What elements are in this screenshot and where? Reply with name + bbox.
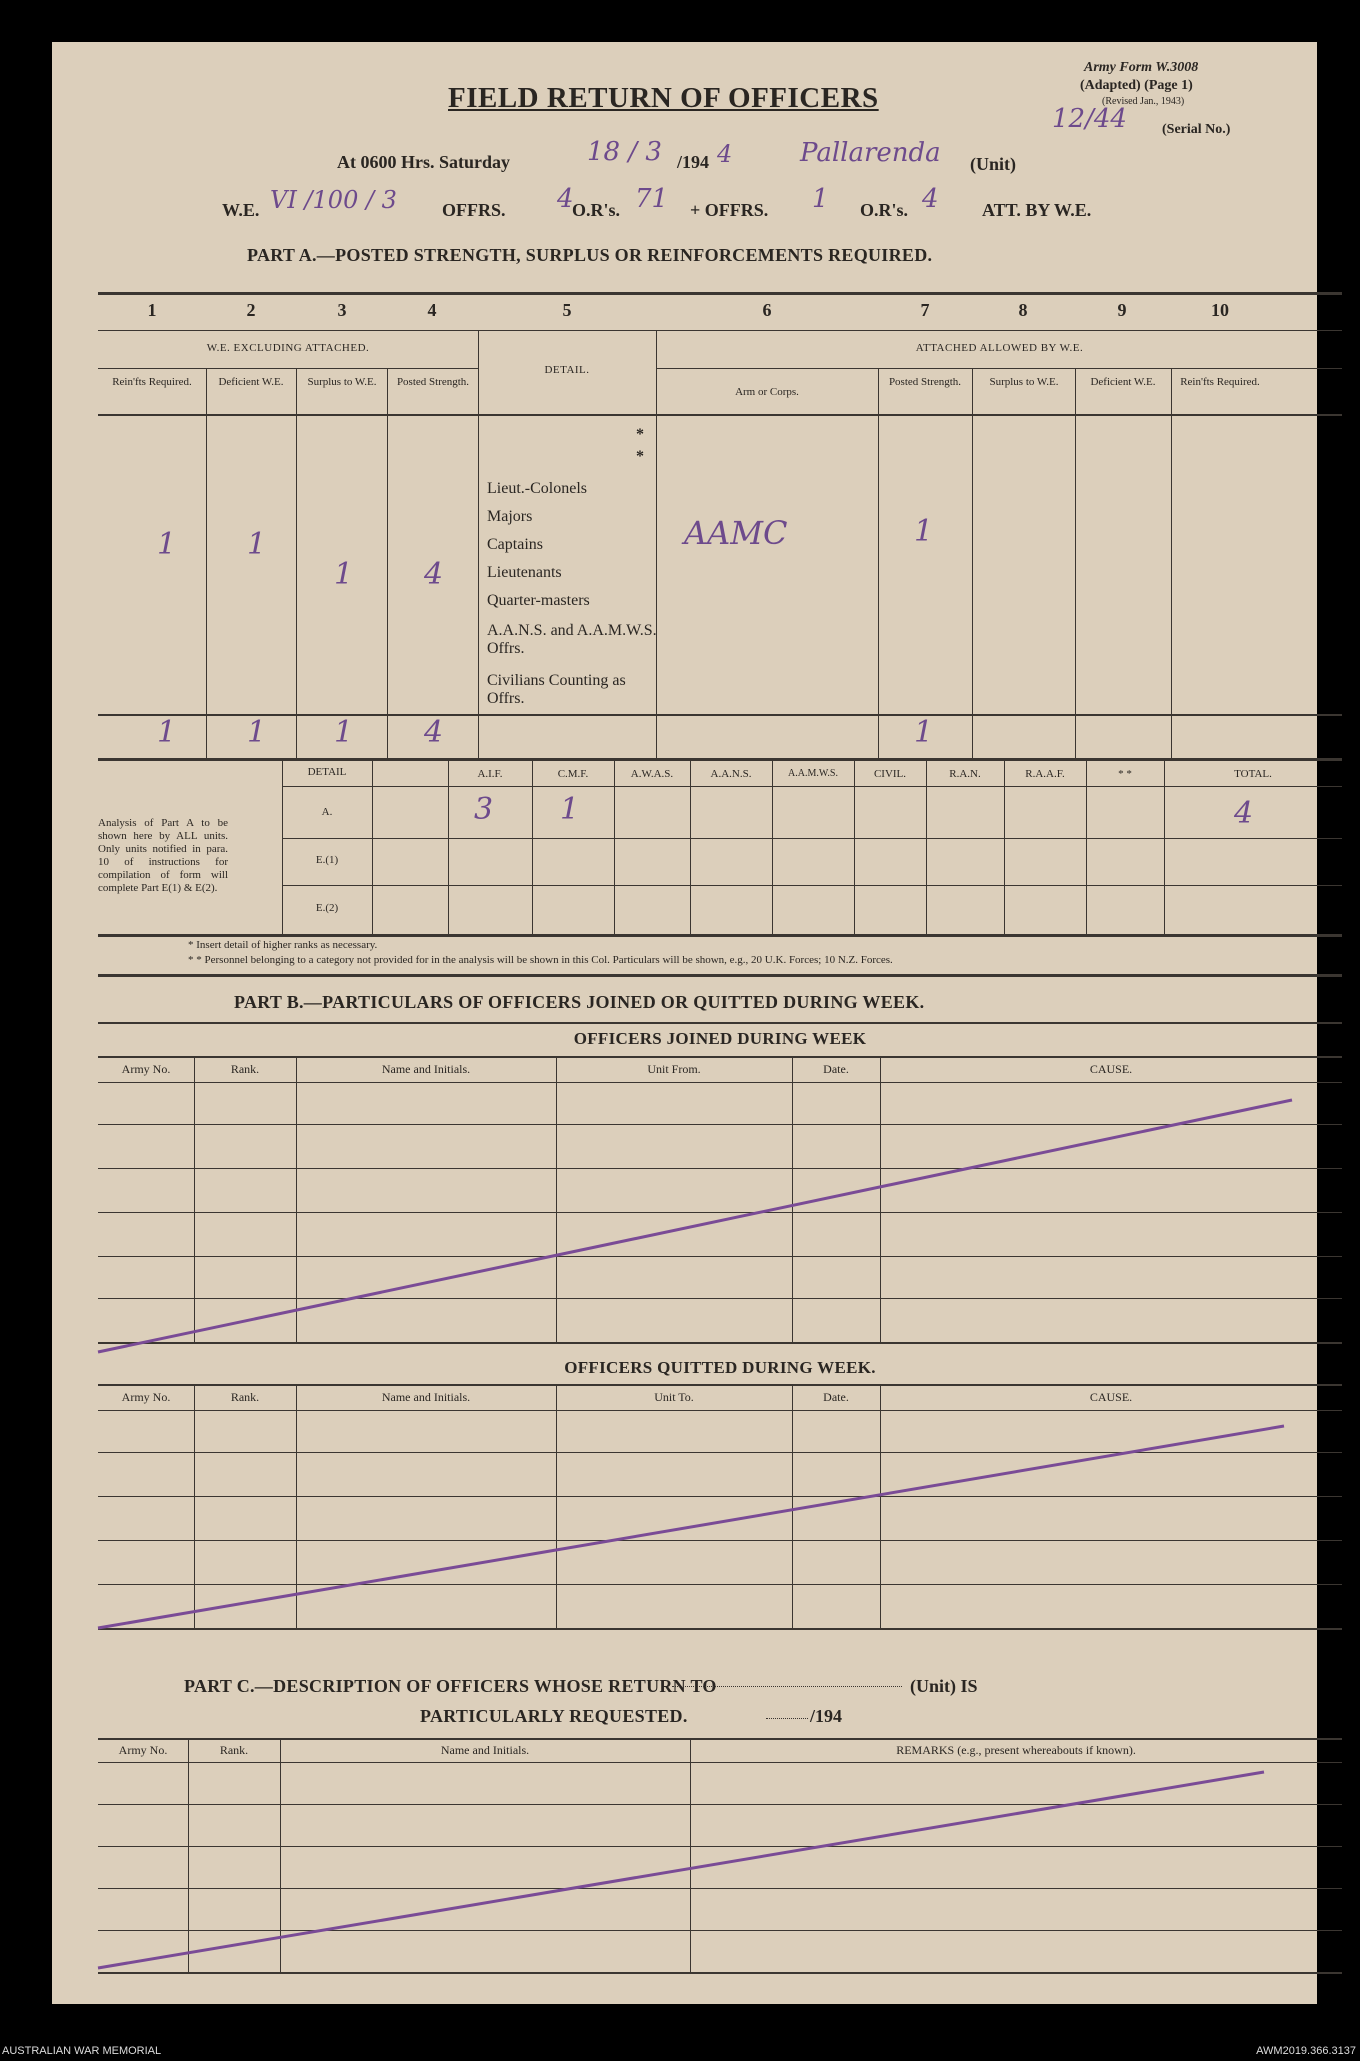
analysis-header: CIVIL. <box>873 768 907 780</box>
hw-total: 4 <box>1234 796 1254 831</box>
group-left-header: W.E. EXCLUDING ATTACHED. <box>206 342 370 354</box>
analysis-note: Analysis of Part A to be shown here by ALL units. Only units notified in para. 10 of instructions for compilation of form will complete Part E(1) & E(2). <box>98 817 228 894</box>
strike-line-joined <box>98 1100 1292 1352</box>
header-reinfts-att: Rein'fts Required. <box>1180 376 1260 388</box>
analysis-row-label: A. <box>321 806 333 818</box>
hw-total-posted-att: 1 <box>914 715 934 750</box>
star-marker: * <box>636 426 644 443</box>
group-right-header: ATTACHED ALLOWED BY W.E. <box>915 342 1084 354</box>
header-posted-att: Posted Strength. <box>888 376 962 388</box>
col-number: 8 <box>1018 300 1028 320</box>
serial-label: (Serial No.) <box>1162 122 1231 137</box>
hw-total-surplus: 1 <box>334 715 354 750</box>
joined-col: CAUSE. <box>1089 1062 1133 1076</box>
detail-row: Lieut.-Colonels <box>487 480 587 497</box>
analysis-header: R.A.A.F. <box>1025 768 1065 780</box>
att-offrs-handwritten: 1 <box>812 184 829 214</box>
header-reinfts: Rein'fts Required. <box>112 376 192 388</box>
col-number: 4 <box>427 300 437 320</box>
part-c-title-b: (Unit) IS <box>910 1676 978 1696</box>
analysis-header: A.A.M.W.S. <box>788 768 838 779</box>
joined-col: Unit From. <box>647 1062 701 1076</box>
header-deficient: Deficient W.E. <box>218 376 284 388</box>
form-id-line2: (Adapted) (Page 1) <box>1080 78 1193 93</box>
star-marker: * <box>636 448 644 465</box>
unit-label: (Unit) <box>970 154 1016 174</box>
col-number: 10 <box>1211 300 1229 320</box>
strike-line-quitted <box>98 1426 1284 1628</box>
quitted-col: Name and Initials. <box>381 1390 471 1404</box>
col-number: 5 <box>562 300 572 320</box>
detail-row: Lieutenants <box>487 564 562 581</box>
col-number: 9 <box>1117 300 1127 320</box>
header-deficient-att: Deficient W.E. <box>1090 376 1156 388</box>
analysis-header: TOTAL. <box>1234 768 1272 780</box>
part-c-col: Name and Initials. <box>440 1743 530 1757</box>
date-handwritten: 18 / 3 <box>587 137 662 167</box>
we-handwritten: VI /100 / 3 <box>270 186 397 214</box>
hw-total-deficient: 1 <box>247 715 267 750</box>
quitted-title: OFFICERS QUITTED DURING WEEK. <box>564 1358 876 1377</box>
ors2-label: O.R's. <box>860 200 909 220</box>
offrs-handwritten: 4 <box>557 184 574 214</box>
hw-total-posted: 4 <box>424 715 444 750</box>
hw-reinfts: 1 <box>157 527 177 562</box>
quitted-col: Unit To. <box>654 1390 694 1404</box>
part-c-title-c: PARTICULARLY REQUESTED. <box>420 1706 688 1726</box>
col-number: 6 <box>762 300 772 320</box>
hw-surplus: 1 <box>334 557 354 592</box>
att-ors-handwritten: 4 <box>922 184 939 214</box>
quitted-col: Date. <box>823 1390 849 1404</box>
analysis-header: * * <box>1118 768 1132 780</box>
footer-right: AWM2019.366.3137 <box>1256 2045 1356 2057</box>
att-by-we-label: ATT. BY W.E. <box>982 200 1092 220</box>
detail-row: Quarter-masters <box>487 592 590 609</box>
quitted-col: Rank. <box>230 1390 260 1404</box>
unit-handwritten: Pallarenda <box>800 138 941 168</box>
at-text: At 0600 Hrs. Saturday <box>337 152 511 172</box>
analysis-row-label: E.(2) <box>315 902 339 914</box>
analysis-header: A.A.N.S. <box>710 768 752 780</box>
analysis-header: DETAIL <box>307 766 347 778</box>
part-c-title-d: /194 <box>810 1706 843 1726</box>
col-number: 3 <box>337 300 347 320</box>
we-label: W.E. <box>222 200 260 220</box>
hw-posted: 4 <box>424 557 444 592</box>
joined-col: Rank. <box>230 1062 260 1076</box>
analysis-header: A.W.A.S. <box>630 768 674 780</box>
detail-row: Captains <box>487 536 543 553</box>
hw-arm-corps: AAMC <box>684 514 788 552</box>
hw-deficient: 1 <box>247 527 267 562</box>
strike-through-lines <box>52 42 1317 2004</box>
hw-aif: 3 <box>474 792 494 827</box>
joined-col: Name and Initials. <box>381 1062 471 1076</box>
header-posted: Posted Strength. <box>396 376 470 388</box>
part-c-col: Army No. <box>118 1743 168 1757</box>
header-surplus: Surplus to W.E. <box>307 376 377 388</box>
analysis-header: C.M.F. <box>557 768 589 780</box>
ors-handwritten: 71 <box>635 184 669 214</box>
header-surplus-att: Surplus to W.E. <box>989 376 1059 388</box>
detail-row: Majors <box>487 508 533 525</box>
analysis-header: A.I.F. <box>477 768 503 780</box>
plus-offrs-label: + OFFRS. <box>690 200 769 220</box>
col-number: 2 <box>246 300 256 320</box>
header-arm-corps: Arm or Corps. <box>735 386 799 398</box>
year-text: /194 <box>677 152 710 172</box>
analysis-header: R.A.N. <box>949 768 981 780</box>
part-c-col: Rank. <box>219 1743 249 1757</box>
part-c-title-a: PART C.—DESCRIPTION OF OFFICERS WHOSE RETURN TO <box>184 1676 717 1696</box>
year-handwritten: 4 <box>717 140 733 168</box>
hw-cmf: 1 <box>560 792 580 827</box>
offrs-label: OFFRS. <box>442 200 506 220</box>
strike-line-part-c <box>98 1772 1264 1968</box>
form-id-line1: Army Form W.3008 <box>1084 60 1199 75</box>
analysis-row-label: E.(1) <box>315 854 339 866</box>
form-id-line3: (Revised Jan., 1943) <box>1102 96 1185 107</box>
serial-handwritten: 12/44 <box>1052 104 1127 134</box>
part-a-title: PART A.—POSTED STRENGTH, SURPLUS OR REINFORCEMENTS REQUIRED. <box>247 245 933 265</box>
form-title: FIELD RETURN OF OFFICERS <box>448 82 879 114</box>
quitted-col: CAUSE. <box>1089 1390 1133 1404</box>
part-c-col: REMARKS (e.g., present whereabouts if known). <box>896 1743 1136 1757</box>
hw-posted-att: 1 <box>914 514 934 549</box>
col-number: 7 <box>920 300 930 320</box>
hw-total-reinfts: 1 <box>157 715 177 750</box>
footnote-2: * * Personnel belonging to a category not provided for in the analysis will be shown in this Col. Particulars will be shown, e.g., 20 U.K. Forces; 10 N.Z. Forces. <box>188 954 893 966</box>
detail-row: A.A.N.S. and A.A.M.W.S. Offrs. <box>487 622 657 657</box>
footnote-1: * Insert detail of higher ranks as necessary. <box>188 939 378 951</box>
ors-label: O.R's. <box>572 200 621 220</box>
form-paper <box>52 42 1317 2004</box>
joined-col: Date. <box>823 1062 849 1076</box>
footer-left: AUSTRALIAN WAR MEMORIAL <box>2 2045 162 2057</box>
joined-title: OFFICERS JOINED DURING WEEK <box>573 1029 867 1048</box>
joined-col: Army No. <box>121 1062 171 1076</box>
detail-header: DETAIL. <box>544 364 590 376</box>
col-number: 1 <box>147 300 157 320</box>
part-b-title: PART B.—PARTICULARS OF OFFICERS JOINED OR QUITTED DURING WEEK. <box>234 992 925 1012</box>
quitted-col: Army No. <box>121 1390 171 1404</box>
detail-row: Civilians Counting as Offrs. <box>487 672 626 707</box>
